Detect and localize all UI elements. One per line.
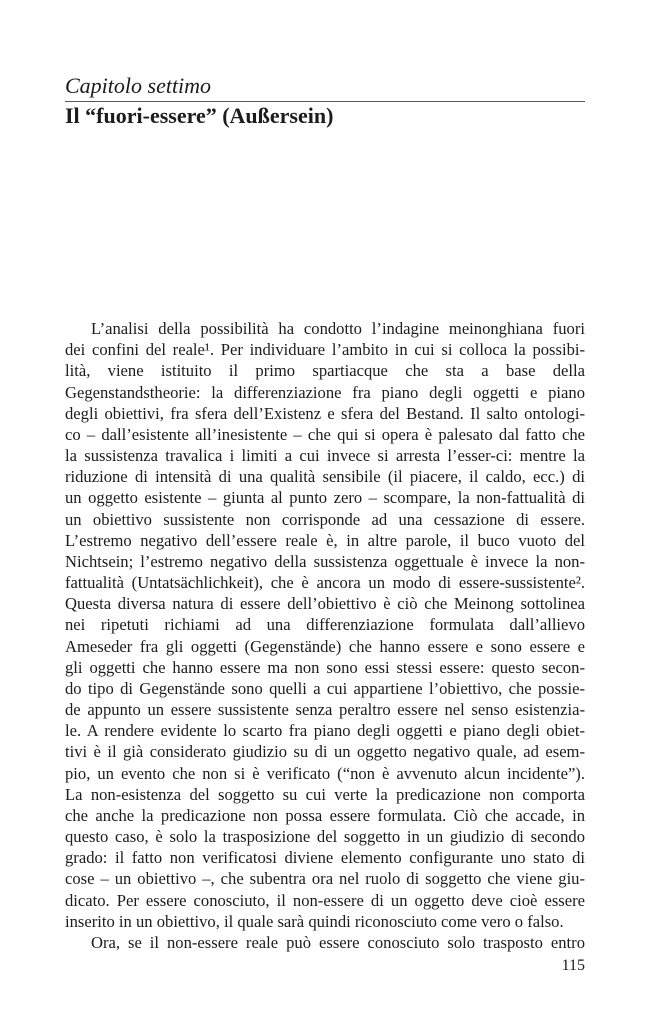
text-line: gli oggetti che hanno essere ma non sono essi stessi essere: questo secon-: [65, 657, 585, 677]
text-line: riduzione di intensità di una qualità sensibile (il piacere, il caldo, ecc.) di: [65, 467, 585, 487]
text-line: pio, un evento che non si è verificato (“non è avvenuto alcun incidente”).: [65, 763, 585, 783]
text-line: Ameseder fra gli oggetti (Gegenstände) che hanno essere e sono essere e: [65, 636, 585, 656]
text-line: lità, viene istituito il primo spartiacque che sta a base della: [65, 361, 585, 381]
text-line: la sussistenza travalica i limiti a cui invece si arresta l’esser-ci: mentre la: [65, 446, 585, 466]
text-line: do tipo di Gegenstände sono quelli a cui appartiene l’obiettivo, che possie-: [65, 678, 585, 698]
text-line: La non-esistenza del soggetto su cui verte la predicazione non comporta: [65, 784, 585, 804]
text-line: Gegenstandstheorie: la differenziazione fra piano degli oggetti e piano: [65, 382, 585, 402]
text-line: cose – un obiettivo –, che subentra ora nel ruolo di soggetto che viene giu-: [65, 869, 585, 889]
body-text: [65, 318, 585, 953]
text-line: le. A rendere evidente lo scarto fra piano degli oggetti e piano degli obiet-: [65, 721, 585, 741]
text-line: nei ripetuti richiami ad una differenziazione formulata dall’allievo: [65, 615, 585, 635]
text-line: che anche la predicazione non possa essere formulata. Ciò che accade, in: [65, 805, 585, 825]
text-line: L’estremo negativo dell’essere reale è, in altre parole, il buco vuoto del: [65, 530, 585, 550]
text-line: fattualità (Untatsächlichkeit), che è ancora un modo di essere-sussistente².: [65, 573, 585, 593]
text-line: co – dall’esistente all’inesistente – che qui si opera è palesato dal fatto che: [65, 424, 585, 444]
text-line: L’analisi della possibilità ha condotto l’indagine meinonghiana fuori: [91, 319, 585, 338]
text-line: dei confini del reale¹. Per individuare l’ambito in cui si colloca la possibi-: [65, 340, 585, 360]
text-line: degli obiettivi, fra sfera dell’Existenz e sfera del Bestand. Il salto ontologi-: [65, 403, 585, 423]
page-number: 115: [561, 957, 585, 974]
text-line: questo caso, è solo la trasposizione del soggetto in un giudizio di secondo: [65, 827, 585, 847]
chapter-label: Capitolo settimo: [65, 73, 212, 98]
text-line: un oggetto esistente – giunta al punto zero – scompare, la non-fattualità di: [65, 488, 585, 508]
text-line: grado: il fatto non verificatosi diviene elemento configurante uno stato di: [65, 848, 585, 868]
text-line: de appunto un essere sussistente senza peraltro essere nel senso esistenzia-: [65, 700, 585, 720]
text-line: inserito in un obiettivo, il quale sarà quindi riconosciuto come vero o falso.: [65, 911, 564, 931]
text-line: Ora, se il non-essere reale può essere conosciuto solo trasposto entro: [91, 932, 585, 952]
text-line: dicato. Per essere conosciuto, il non-essere di un oggetto deve cioè essere: [65, 890, 585, 910]
text-line: Nichtsein; l’estremo negativo della sussistenza oggettuale è invece la non-: [65, 551, 585, 571]
text-line: un obiettivo sussistente non corrisponde ad una cessazione di essere.: [65, 509, 585, 529]
text-line: Questa diversa natura di essere dell’obiettivo è ciò che Meinong sottolinea: [65, 594, 585, 614]
chapter-title: Il “fuori-essere” (Außersein): [65, 103, 334, 128]
text-line: tivi è il già considerato giudizio su di un oggetto negativo quale, ad esem-: [65, 742, 585, 762]
